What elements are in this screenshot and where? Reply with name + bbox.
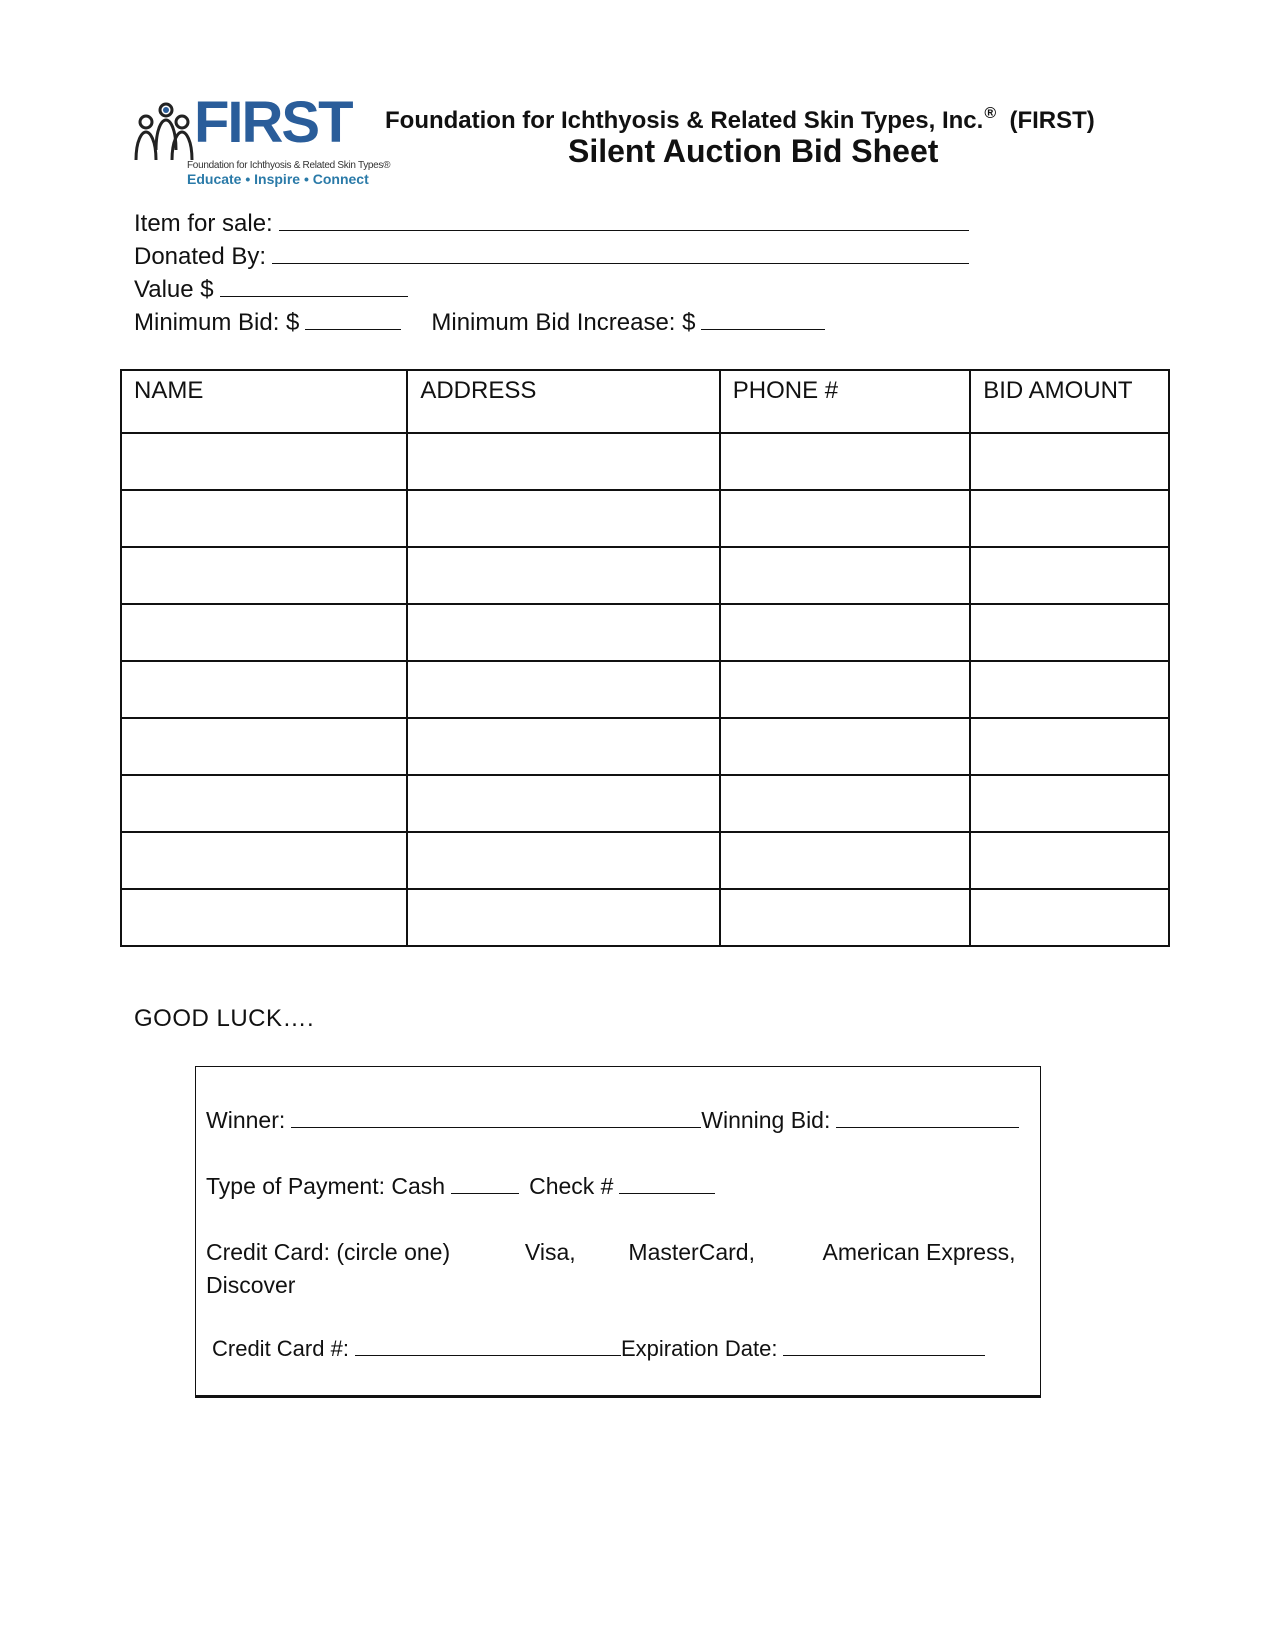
table-cell-bid-amount[interactable] xyxy=(970,661,1169,718)
card-option-american-express[interactable]: American Express, xyxy=(822,1239,1016,1265)
minimum-bid-increase-input[interactable] xyxy=(701,307,825,330)
credit-card-label: Credit Card: (circle one) xyxy=(206,1239,451,1265)
table-row xyxy=(121,661,1169,718)
table-cell-name[interactable] xyxy=(121,775,407,832)
good-luck-text: GOOD LUCK…. xyxy=(134,1005,315,1032)
table-cell-phone[interactable] xyxy=(720,889,971,946)
card-option-discover[interactable]: Discover xyxy=(206,1272,296,1298)
winning-bid-input[interactable] xyxy=(836,1107,1019,1128)
first-logo xyxy=(132,90,391,190)
card-option-mastercard[interactable]: MasterCard, xyxy=(628,1239,755,1265)
table-cell-phone[interactable] xyxy=(720,661,971,718)
table-cell-bid-amount[interactable] xyxy=(970,775,1169,832)
table-cell-bid-amount[interactable] xyxy=(970,433,1169,490)
minimum-bid-row xyxy=(134,307,825,337)
column-header-phone: PHONE # xyxy=(720,370,971,433)
check-label: Check # xyxy=(529,1173,614,1199)
item-for-sale-label: Item for sale: xyxy=(134,210,273,237)
winner-label: Winner: xyxy=(206,1107,286,1133)
table-cell-name[interactable] xyxy=(121,490,407,547)
bid-table xyxy=(120,369,1170,947)
credit-card-row xyxy=(206,1239,1016,1266)
winner-row xyxy=(206,1107,1019,1134)
table-cell-phone[interactable] xyxy=(720,604,971,661)
logo-tagline-item: Connect xyxy=(312,171,369,187)
column-header-address: ADDRESS xyxy=(407,370,719,433)
value-label: Value $ xyxy=(134,276,214,303)
table-cell-bid-amount[interactable] xyxy=(970,547,1169,604)
table-cell-name[interactable] xyxy=(121,661,407,718)
table-cell-name[interactable] xyxy=(121,889,407,946)
logo-wordmark: FIRST xyxy=(194,90,352,155)
table-cell-name[interactable] xyxy=(121,832,407,889)
table-row xyxy=(121,547,1169,604)
credit-card-row-continued xyxy=(206,1272,295,1299)
organization-name xyxy=(385,105,1095,135)
table-cell-phone[interactable] xyxy=(720,775,971,832)
table-cell-address[interactable] xyxy=(407,889,719,946)
table-row xyxy=(121,889,1169,946)
logo-subline: Foundation for Ichthyosis & Related Skin Types® xyxy=(187,160,391,171)
table-cell-phone[interactable] xyxy=(720,718,971,775)
donated-by-label: Donated By: xyxy=(134,243,267,270)
organization-name-text: Foundation for Ichthyosis & Related Skin Types, Inc. xyxy=(385,107,984,134)
table-row xyxy=(121,604,1169,661)
credit-card-number-input[interactable] xyxy=(355,1335,621,1356)
table-cell-name[interactable] xyxy=(121,604,407,661)
organization-abbrev: (FIRST) xyxy=(1009,107,1095,134)
page-title: Silent Auction Bid Sheet xyxy=(568,133,939,169)
table-cell-phone[interactable] xyxy=(720,547,971,604)
item-for-sale-input[interactable] xyxy=(279,208,969,231)
table-header-row xyxy=(121,370,1169,433)
registered-mark: ® xyxy=(984,105,997,122)
table-row xyxy=(121,832,1169,889)
expiration-date-input[interactable] xyxy=(783,1335,985,1356)
table-cell-address[interactable] xyxy=(407,604,719,661)
table-cell-address[interactable] xyxy=(407,547,719,604)
minimum-bid-increase-label: Minimum Bid Increase: $ xyxy=(431,309,696,336)
minimum-bid-label: Minimum Bid: $ xyxy=(134,309,300,336)
table-cell-name[interactable] xyxy=(121,433,407,490)
check-number-input[interactable] xyxy=(619,1173,715,1194)
expiration-date-label: Expiration Date: xyxy=(620,1336,778,1361)
table-cell-bid-amount[interactable] xyxy=(970,604,1169,661)
donated-by-field xyxy=(134,241,969,271)
table-cell-bid-amount[interactable] xyxy=(970,889,1169,946)
table-cell-phone[interactable] xyxy=(720,832,971,889)
card-option-visa[interactable]: Visa, xyxy=(524,1239,576,1265)
donated-by-input[interactable] xyxy=(272,241,969,264)
logo-tagline xyxy=(187,171,369,187)
value-input[interactable] xyxy=(220,274,408,297)
logo-tagline-item: Educate xyxy=(187,171,242,187)
bid-table-body xyxy=(121,433,1169,946)
cash-input[interactable] xyxy=(451,1173,519,1194)
bullet-dot-icon: • xyxy=(245,171,255,187)
credit-card-number-label: Credit Card #: xyxy=(212,1336,349,1361)
table-cell-address[interactable] xyxy=(407,832,719,889)
logo-tagline-item: Inspire xyxy=(254,171,301,187)
winner-box xyxy=(195,1066,1041,1398)
table-cell-address[interactable] xyxy=(407,661,719,718)
table-cell-phone[interactable] xyxy=(720,490,971,547)
value-field xyxy=(134,274,408,304)
table-cell-phone[interactable] xyxy=(720,433,971,490)
table-cell-name[interactable] xyxy=(121,718,407,775)
winner-input[interactable] xyxy=(291,1107,701,1128)
table-cell-address[interactable] xyxy=(407,433,719,490)
table-row xyxy=(121,433,1169,490)
item-for-sale-field xyxy=(134,208,969,238)
column-header-bid-amount: BID AMOUNT xyxy=(970,370,1169,433)
payment-type-label: Type of Payment: Cash xyxy=(206,1173,446,1199)
bullet-dot-icon: • xyxy=(303,171,313,187)
table-cell-name[interactable] xyxy=(121,547,407,604)
table-cell-bid-amount[interactable] xyxy=(970,718,1169,775)
table-cell-bid-amount[interactable] xyxy=(970,490,1169,547)
column-header-name: NAME xyxy=(121,370,407,433)
table-cell-bid-amount[interactable] xyxy=(970,832,1169,889)
table-cell-address[interactable] xyxy=(407,718,719,775)
payment-row xyxy=(206,1173,715,1200)
minimum-bid-input[interactable] xyxy=(305,307,401,330)
table-cell-address[interactable] xyxy=(407,490,719,547)
table-cell-address[interactable] xyxy=(407,775,719,832)
table-row xyxy=(121,775,1169,832)
table-row xyxy=(121,718,1169,775)
winning-bid-label: Winning Bid: xyxy=(701,1107,831,1133)
table-row xyxy=(121,490,1169,547)
credit-card-number-row xyxy=(212,1335,985,1362)
